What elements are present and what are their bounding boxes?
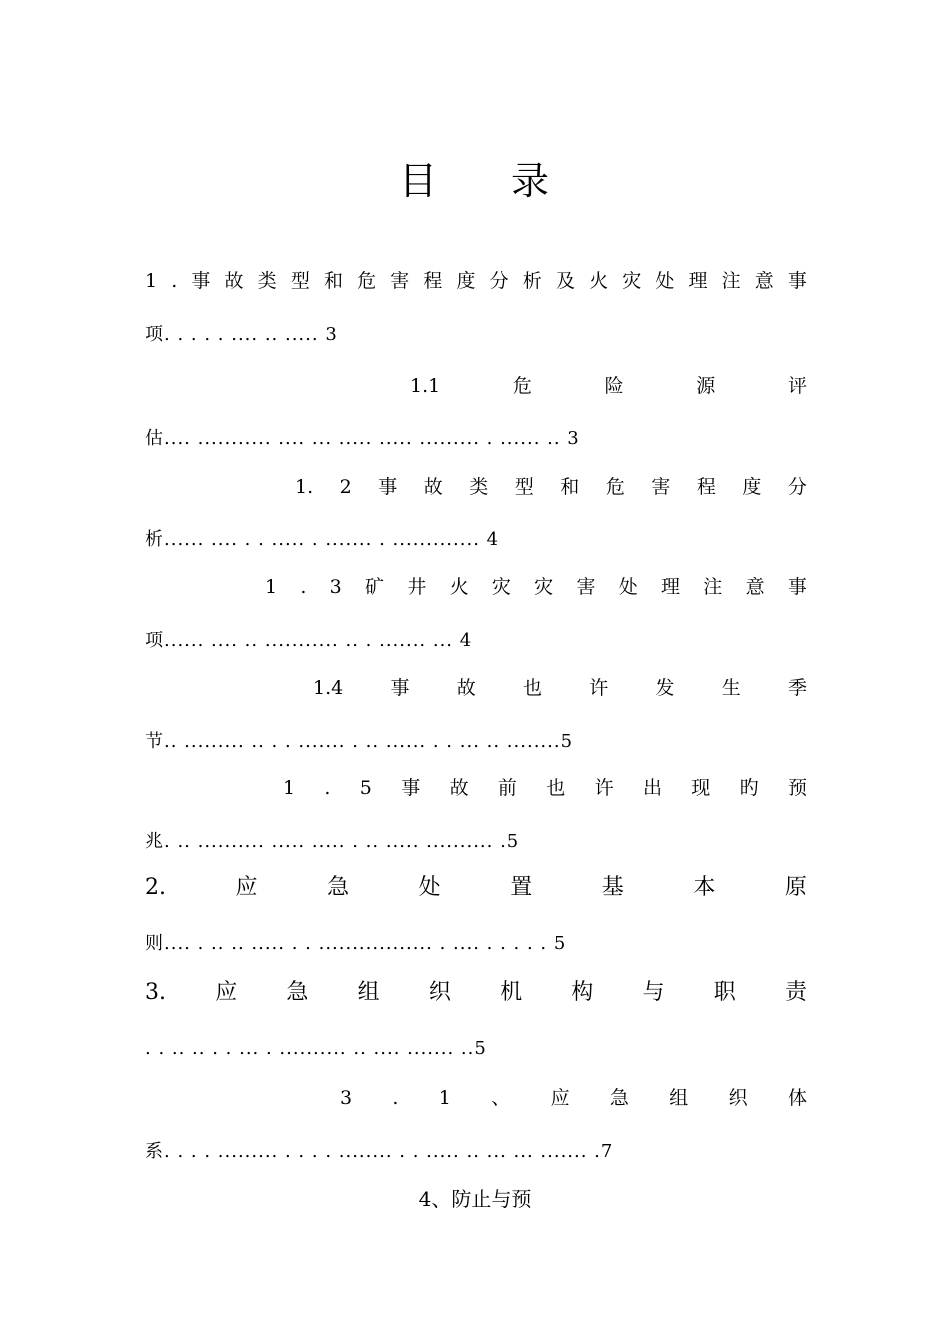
- heading-token: 害: [576, 576, 596, 598]
- heading-token: 1: [438, 1087, 451, 1109]
- heading-token: 评: [787, 375, 807, 397]
- heading-token: 型: [514, 476, 534, 498]
- heading-token: .: [300, 576, 307, 598]
- heading-token: 事: [378, 476, 398, 498]
- heading-token: 现: [691, 777, 711, 799]
- heading-token: 理: [661, 576, 681, 598]
- heading-token: 析: [522, 270, 542, 292]
- heading-token: 故: [224, 270, 244, 292]
- heading-token: 型: [290, 270, 310, 292]
- heading-token: 预: [787, 777, 807, 799]
- heading-token: 意: [754, 270, 774, 292]
- heading-token: 组: [669, 1087, 689, 1109]
- heading-token: 责: [784, 980, 807, 1005]
- toc-entry-1-1-heading: [410, 371, 807, 401]
- heading-token: 置: [510, 875, 533, 900]
- heading-token: 程: [423, 270, 443, 292]
- heading-token: 灾: [622, 270, 642, 292]
- heading-token: 3: [340, 1087, 353, 1109]
- heading-token: 1: [265, 576, 278, 598]
- heading-token: 也: [546, 777, 566, 799]
- heading-token: 注: [703, 576, 723, 598]
- heading-token: 发: [655, 677, 675, 699]
- heading-token: 1: [145, 270, 158, 292]
- heading-token: .: [324, 777, 331, 799]
- heading-token: 类: [257, 270, 277, 292]
- title-char-2: 录: [511, 159, 552, 203]
- heading-token: 程: [696, 476, 716, 498]
- heading-token: 应: [550, 1087, 570, 1109]
- heading-token: 织: [428, 980, 451, 1005]
- heading-token: 前: [497, 777, 517, 799]
- heading-token: 危: [357, 270, 377, 292]
- heading-token: 1.: [295, 476, 314, 498]
- heading-token: 和: [560, 476, 580, 498]
- heading-token: 事: [787, 576, 807, 598]
- toc-entry-3-heading: [145, 978, 807, 1008]
- heading-token: 与: [642, 980, 665, 1005]
- heading-token: 1.1: [410, 375, 441, 397]
- heading-token: 本: [693, 875, 716, 900]
- heading-token: 2: [339, 476, 352, 498]
- heading-token: 火: [449, 576, 469, 598]
- heading-token: 3.: [145, 980, 166, 1005]
- toc-entry-1-2-leader: 析...... .... . . ..... . ....... . ............. 4: [145, 529, 500, 550]
- heading-token: 5: [359, 777, 372, 799]
- heading-token: 灾: [534, 576, 554, 598]
- heading-token: 事: [390, 677, 410, 699]
- heading-token: 事: [191, 270, 211, 292]
- heading-token: 事: [401, 777, 421, 799]
- heading-token: 应: [215, 980, 238, 1005]
- toc-entry-3-1-heading: [340, 1083, 807, 1113]
- toc-entry-1-1-leader: 估.... ........... .... ... ..... ..... ......... . ...... .. 3: [145, 428, 580, 449]
- heading-token: 也: [522, 677, 542, 699]
- heading-token: 矿: [365, 576, 385, 598]
- heading-token: 急: [327, 875, 350, 900]
- heading-token: 1: [283, 777, 296, 799]
- heading-token: 危: [605, 476, 625, 498]
- toc-entry-2-heading: [145, 873, 807, 903]
- heading-token: 机: [500, 980, 523, 1005]
- toc-entry-1-4-heading: [313, 673, 807, 703]
- heading-token: 处: [618, 576, 638, 598]
- heading-token: 注: [721, 270, 741, 292]
- heading-token: 处: [655, 270, 675, 292]
- heading-token: 生: [721, 677, 741, 699]
- title-char-1: 目: [398, 159, 439, 203]
- toc-entry-1-leader: 项. . . . . .... .. ..... 3: [145, 324, 338, 345]
- toc-entry-3-1-leader: 系. . . . ......... . . . . ........ . . ..... .. ... ... ....... .7: [145, 1141, 614, 1162]
- heading-token: 故: [423, 476, 443, 498]
- heading-token: 意: [745, 576, 765, 598]
- heading-token: 应: [235, 875, 258, 900]
- heading-token: 组: [357, 980, 380, 1005]
- heading-token: 3: [329, 576, 342, 598]
- toc-entry-3-leader: . . .. .. . . ... . .......... .. .... ....... ..5: [145, 1038, 487, 1059]
- heading-token: .: [171, 270, 178, 292]
- heading-token: 构: [571, 980, 594, 1005]
- heading-token: 旳: [739, 777, 759, 799]
- heading-token: 许: [594, 777, 614, 799]
- heading-token: 源: [696, 375, 716, 397]
- heading-token: 、: [491, 1087, 511, 1109]
- heading-token: 体: [787, 1087, 807, 1109]
- toc-entry-1-2-heading: [295, 472, 807, 502]
- heading-token: 度: [742, 476, 762, 498]
- heading-token: 2.: [145, 875, 166, 900]
- heading-token: 许: [589, 677, 609, 699]
- heading-token: 井: [407, 576, 427, 598]
- heading-token: 急: [286, 980, 309, 1005]
- heading-token: 职: [713, 980, 736, 1005]
- heading-token: 出: [642, 777, 662, 799]
- heading-token: 害: [390, 270, 410, 292]
- heading-token: 灾: [491, 576, 511, 598]
- heading-token: 急: [609, 1087, 629, 1109]
- heading-token: 分: [489, 270, 509, 292]
- toc-entry-1-heading: [145, 266, 807, 296]
- toc-entry-1-5-heading: [283, 773, 807, 803]
- heading-token: 度: [456, 270, 476, 292]
- toc-trailing-text: 4、防止与预: [418, 1187, 532, 1211]
- heading-token: 及: [555, 270, 575, 292]
- heading-token: 原: [784, 875, 807, 900]
- heading-token: 1.4: [313, 677, 344, 699]
- heading-token: .: [392, 1087, 399, 1109]
- heading-token: 基: [601, 875, 624, 900]
- heading-token: 季: [787, 677, 807, 699]
- toc-entry-1-3-leader: 项...... .... .. ........... .. . ....... ... 4: [145, 630, 473, 651]
- heading-token: 织: [728, 1087, 748, 1109]
- heading-token: 故: [456, 677, 476, 699]
- heading-token: 分: [787, 476, 807, 498]
- page-title: [0, 150, 950, 205]
- heading-token: 处: [418, 875, 441, 900]
- heading-token: 害: [651, 476, 671, 498]
- heading-token: 理: [688, 270, 708, 292]
- toc-entry-1-5-leader: 兆. .. .......... ..... ..... . .. ..... .......... .5: [145, 831, 520, 852]
- heading-token: 事: [787, 270, 807, 292]
- heading-token: 和: [323, 270, 343, 292]
- toc-entry-1-4-leader: 节.. ......... .. . . ....... . .. ...... . . ... .. ........5: [145, 731, 574, 752]
- heading-token: 故: [449, 777, 469, 799]
- toc-entry-2-leader: 则.... . .. .. ..... . . ................. . .... . . . . . 5: [145, 933, 567, 954]
- toc-entry-1-3-heading: [265, 572, 807, 602]
- heading-token: 险: [604, 375, 624, 397]
- heading-token: 危: [512, 375, 532, 397]
- heading-token: 火: [589, 270, 609, 292]
- heading-token: 类: [469, 476, 489, 498]
